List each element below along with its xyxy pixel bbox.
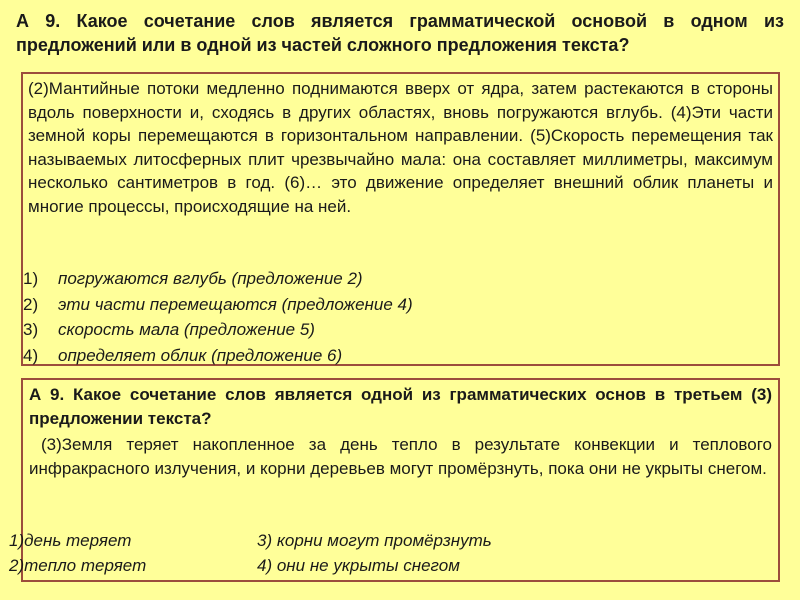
task2-options-row xyxy=(9,554,569,579)
task1-option-1[interactable] xyxy=(23,266,413,292)
task2-passage: (3)Земля теряет накопленное за день тепло в результате конвекции и теплового инфракрасного излучения, и корни деревьев могут промёрзнуть, пока они не укрыты снегом. xyxy=(29,435,772,478)
option-text: определяет облик (предложение 6) xyxy=(58,345,343,365)
task2-question-title: А 9. Какое сочетание слов является одной из грамматических основ в третьем (3) предложении текста? xyxy=(29,385,772,428)
option-text: погружаются вглубь (предложение 2) xyxy=(58,269,363,288)
option-number: 4) xyxy=(23,345,39,365)
task1-option-4[interactable] xyxy=(23,343,413,369)
task1-question-title: А 9. Какое сочетание слов является грамматической основой в одном из предложений или в одной из частей сложного предложения текста? xyxy=(16,11,784,55)
option-text: скорость мала (предложение 5) xyxy=(58,320,315,339)
task2-option-4[interactable]: 4) они не укрыты снегом xyxy=(257,555,460,575)
option-text: эти части перемещаются (предложение 4) xyxy=(58,294,413,314)
task2-option-1[interactable]: 1)день теряет xyxy=(9,531,132,550)
task1-option-3[interactable] xyxy=(23,317,413,343)
task2-option-2[interactable]: 2)тепло теряет xyxy=(9,555,147,575)
task2-options-row xyxy=(9,529,569,554)
task1-box xyxy=(21,72,780,366)
option-number: 3) xyxy=(23,320,39,339)
option-number: 2) xyxy=(23,294,39,314)
option-number: 1) xyxy=(23,269,39,288)
task2-option-3[interactable]: 3) корни могут промёрзнуть xyxy=(257,531,492,550)
task1-option-2[interactable] xyxy=(23,292,413,318)
task2-answer-options xyxy=(9,529,569,578)
task1-passage: (2)Мантийные потоки медленно поднимаются вверх от ядра, затем растекаются в стороны вдоль поверхности и, сходясь в других областях, вновь погружаются вглубь. (4)Эти части земной коры перемещаются в горизонтальном направлении. (5)Скорость перемещения так называемых литосферных плит чрезвычайно мала: она составляет миллиметры, максимум несколько сантиметров в год. (6)… это движение определяет внешний облик планеты и многие процессы, происходящие на ней. xyxy=(28,79,773,216)
task1-answer-options xyxy=(23,266,413,368)
task2-box xyxy=(9,378,780,582)
